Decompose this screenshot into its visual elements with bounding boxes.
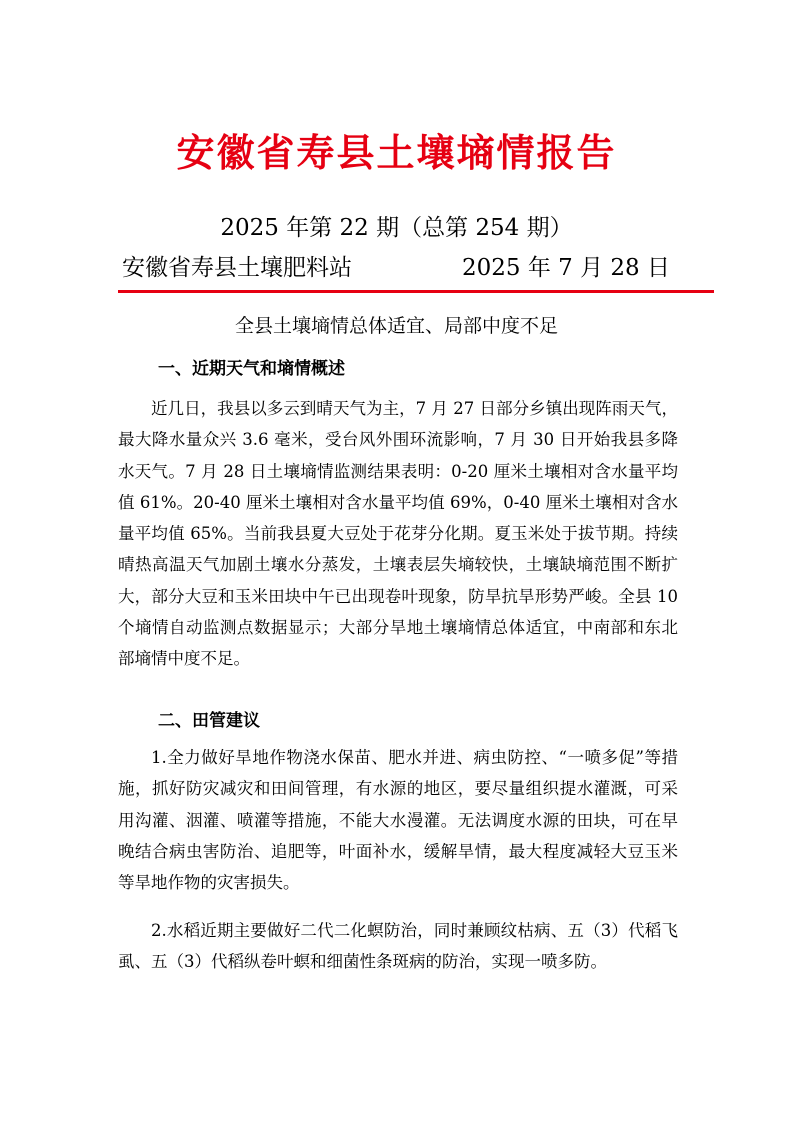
section-heading-advice: 二、田管建议 (158, 711, 260, 731)
report-title: 安徽省寿县土壤墒情报告 (176, 131, 617, 175)
publisher-line (122, 252, 670, 284)
section-heading-weather: 一、近期天气和墒情概述 (158, 359, 345, 379)
organization-name: 安徽省寿县土壤肥料站 (122, 255, 352, 281)
weather-paragraph: 近几日，我县以多云到晴天气为主，7 月 27 日部分乡镇出现阵雨天气，最大降水量众兴 3.6 毫米，受台风外围环流影响，7 月 30 日开始我县多降水天气。7 月 28 日土壤墒情监测结果表明：0-20 厘米土壤相对含水量平均值 61%。20-40 厘米土壤相对含水量平均值 69%，0-40 厘米土壤相对含水量平均值 65%。当前我县夏大豆处于花芽分化期。夏玉米处于拔节期。持续晴热高温天气加剧土壤水分蒸发，土壤表层失墒较快，土壤缺墒范围不断扩大，部分大豆和玉米田块中午已出现卷叶现象，防旱抗旱形势严峻。全县 10 个墒情自动监测点数据显示；大部分旱地土壤墒情总体适宜，中南部和东北部墒情中度不足。 (118, 399, 678, 669)
report-subtitle: 全县土壤墒情总体适宜、局部中度不足 (234, 315, 558, 337)
advice-paragraph-rice: 2.水稻近期主要做好二代二化螟防治，同时兼顾纹枯病、五（3）代稻飞虱、五（3）代稻纵卷叶螟和细菌性条斑病的防治，实现一喷多防。 (118, 921, 678, 972)
issue-number: 2025 年第 22 期（总第 254 期） (220, 215, 573, 241)
advice-paragraph-dryland: 1.全力做好旱地作物浇水保苗、肥水并进、病虫防控、“一喷多促”等措施，抓好防灾减灾和田间管理，有水源的地区，要尽量组织提水灌溉，可采用沟灌、洇灌、喷灌等措施，不能大水漫灌。无法调度水源的田块，可在早晚结合病虫害防治、追肥等，叶面补水，缓解旱情，最大程度减轻大豆玉米等旱地作物的灾害损失。 (118, 748, 678, 893)
publish-date: 2025 年 7 月 28 日 (462, 255, 670, 281)
red-divider (118, 290, 714, 293)
